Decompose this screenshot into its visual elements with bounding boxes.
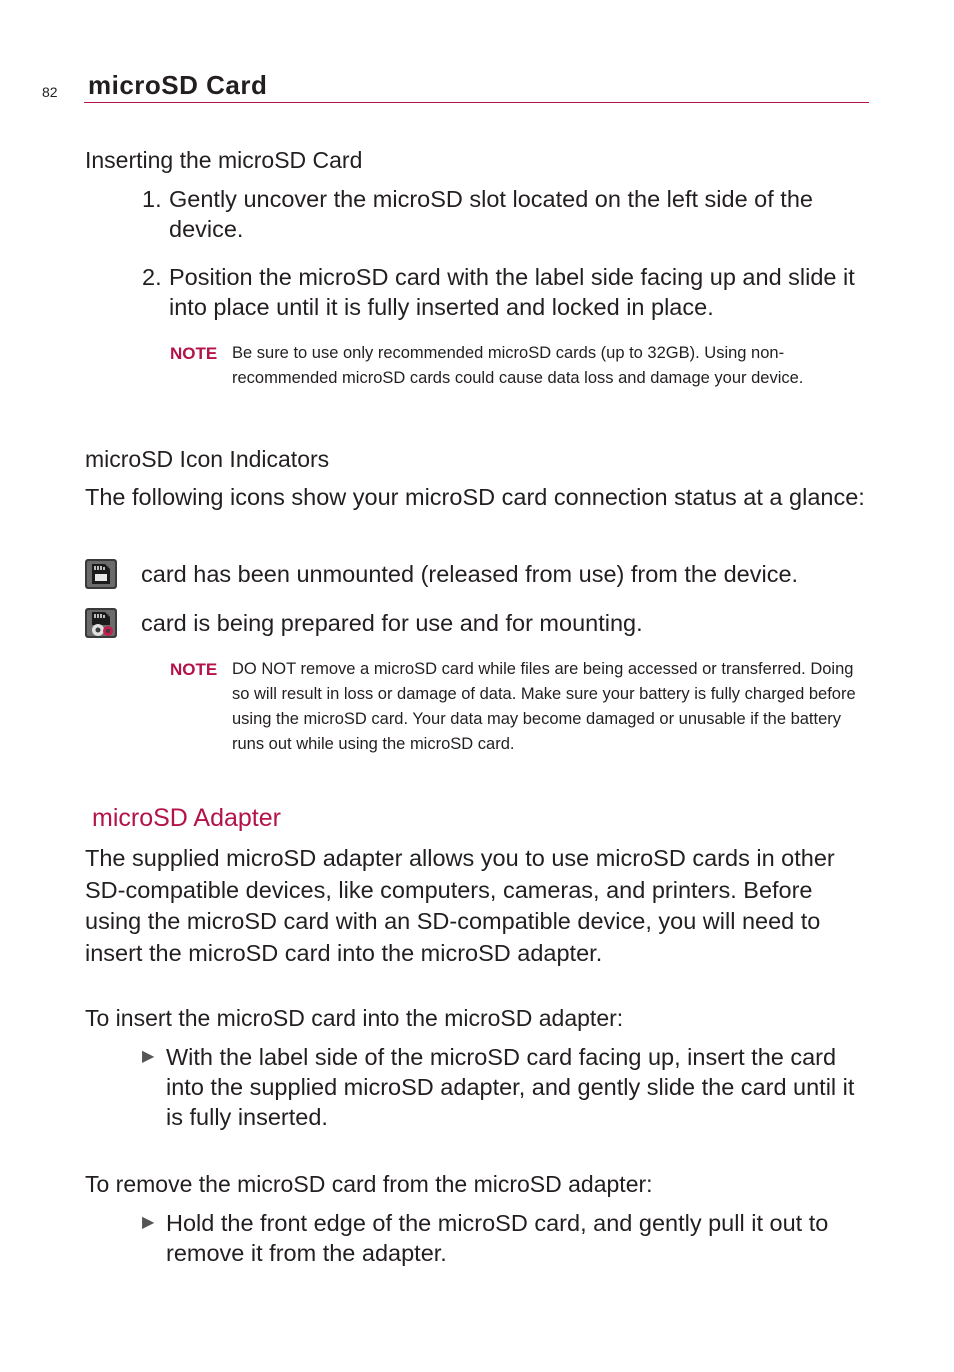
remove-adapter-heading: To remove the microSD card from the microSD adapter: — [85, 1171, 653, 1197]
bullet-arrow-icon: ▶ — [142, 1214, 155, 1231]
step-number: 2. — [142, 264, 162, 290]
note-label: NOTE — [170, 344, 218, 363]
indicator-text: card is being prepared for use and for mounting. — [141, 609, 643, 636]
step-number: 1. — [142, 186, 162, 212]
insert-adapter-step — [142, 1042, 862, 1132]
bullet-arrow-icon: ▶ — [142, 1048, 155, 1065]
indicator-row-preparing — [84, 606, 874, 640]
adapter-intro: The supplied microSD adapter allows you to use microSD cards in other SD-compatible devices, like computers, cameras, and printers. Before using the microSD card with an SD-compatible device, you will need to insert the microSD card into the microSD adapter. — [85, 845, 835, 966]
note-do-not-remove — [170, 657, 870, 757]
inserting-heading: Inserting the microSD Card — [85, 147, 363, 173]
step-text: Position the microSD card with the label side facing up and slide it into place until it is fully inserted and locked in place. — [169, 264, 855, 320]
step-1 — [142, 184, 867, 244]
page-number: 82 — [42, 84, 58, 100]
note-text: Be sure to use only recommended microSD cards (up to 32GB). Using non-recommended microSD cards could cause data loss and damage your device. — [232, 344, 804, 387]
adapter-heading: microSD Adapter — [92, 804, 281, 832]
sd-card-preparing-icon — [84, 606, 118, 640]
indicator-row-unmounted — [84, 557, 874, 591]
section-title: microSD Card — [88, 70, 268, 100]
note-recommended-cards — [170, 341, 870, 391]
indicators-heading: microSD Icon Indicators — [85, 446, 330, 472]
bullet-text: Hold the front edge of the microSD card, and gently pull it out to remove it from the adapter. — [166, 1210, 829, 1266]
header-divider — [84, 102, 869, 103]
note-text: DO NOT remove a microSD card while files are being accessed or transferred. Doing so will result in loss or damage of data. Make sure your battery is fully charged before using the microSD card. Your data may become damaged or unusable if the battery runs out while using the microSD card. — [232, 660, 856, 753]
step-2 — [142, 262, 867, 322]
remove-adapter-step — [142, 1208, 862, 1268]
sd-card-unmounted-icon — [84, 557, 118, 591]
bullet-text: With the label side of the microSD card facing up, insert the card into the supplied microSD adapter, and gently slide the card until it is fully inserted. — [166, 1044, 855, 1130]
insert-adapter-heading: To insert the microSD card into the microSD adapter: — [85, 1005, 624, 1031]
step-text: Gently uncover the microSD slot located on the left side of the device. — [169, 186, 813, 242]
indicators-intro: The following icons show your microSD card connection status at a glance: — [85, 484, 865, 510]
note-label: NOTE — [170, 660, 218, 679]
indicator-text: card has been unmounted (released from use) from the device. — [141, 560, 799, 587]
